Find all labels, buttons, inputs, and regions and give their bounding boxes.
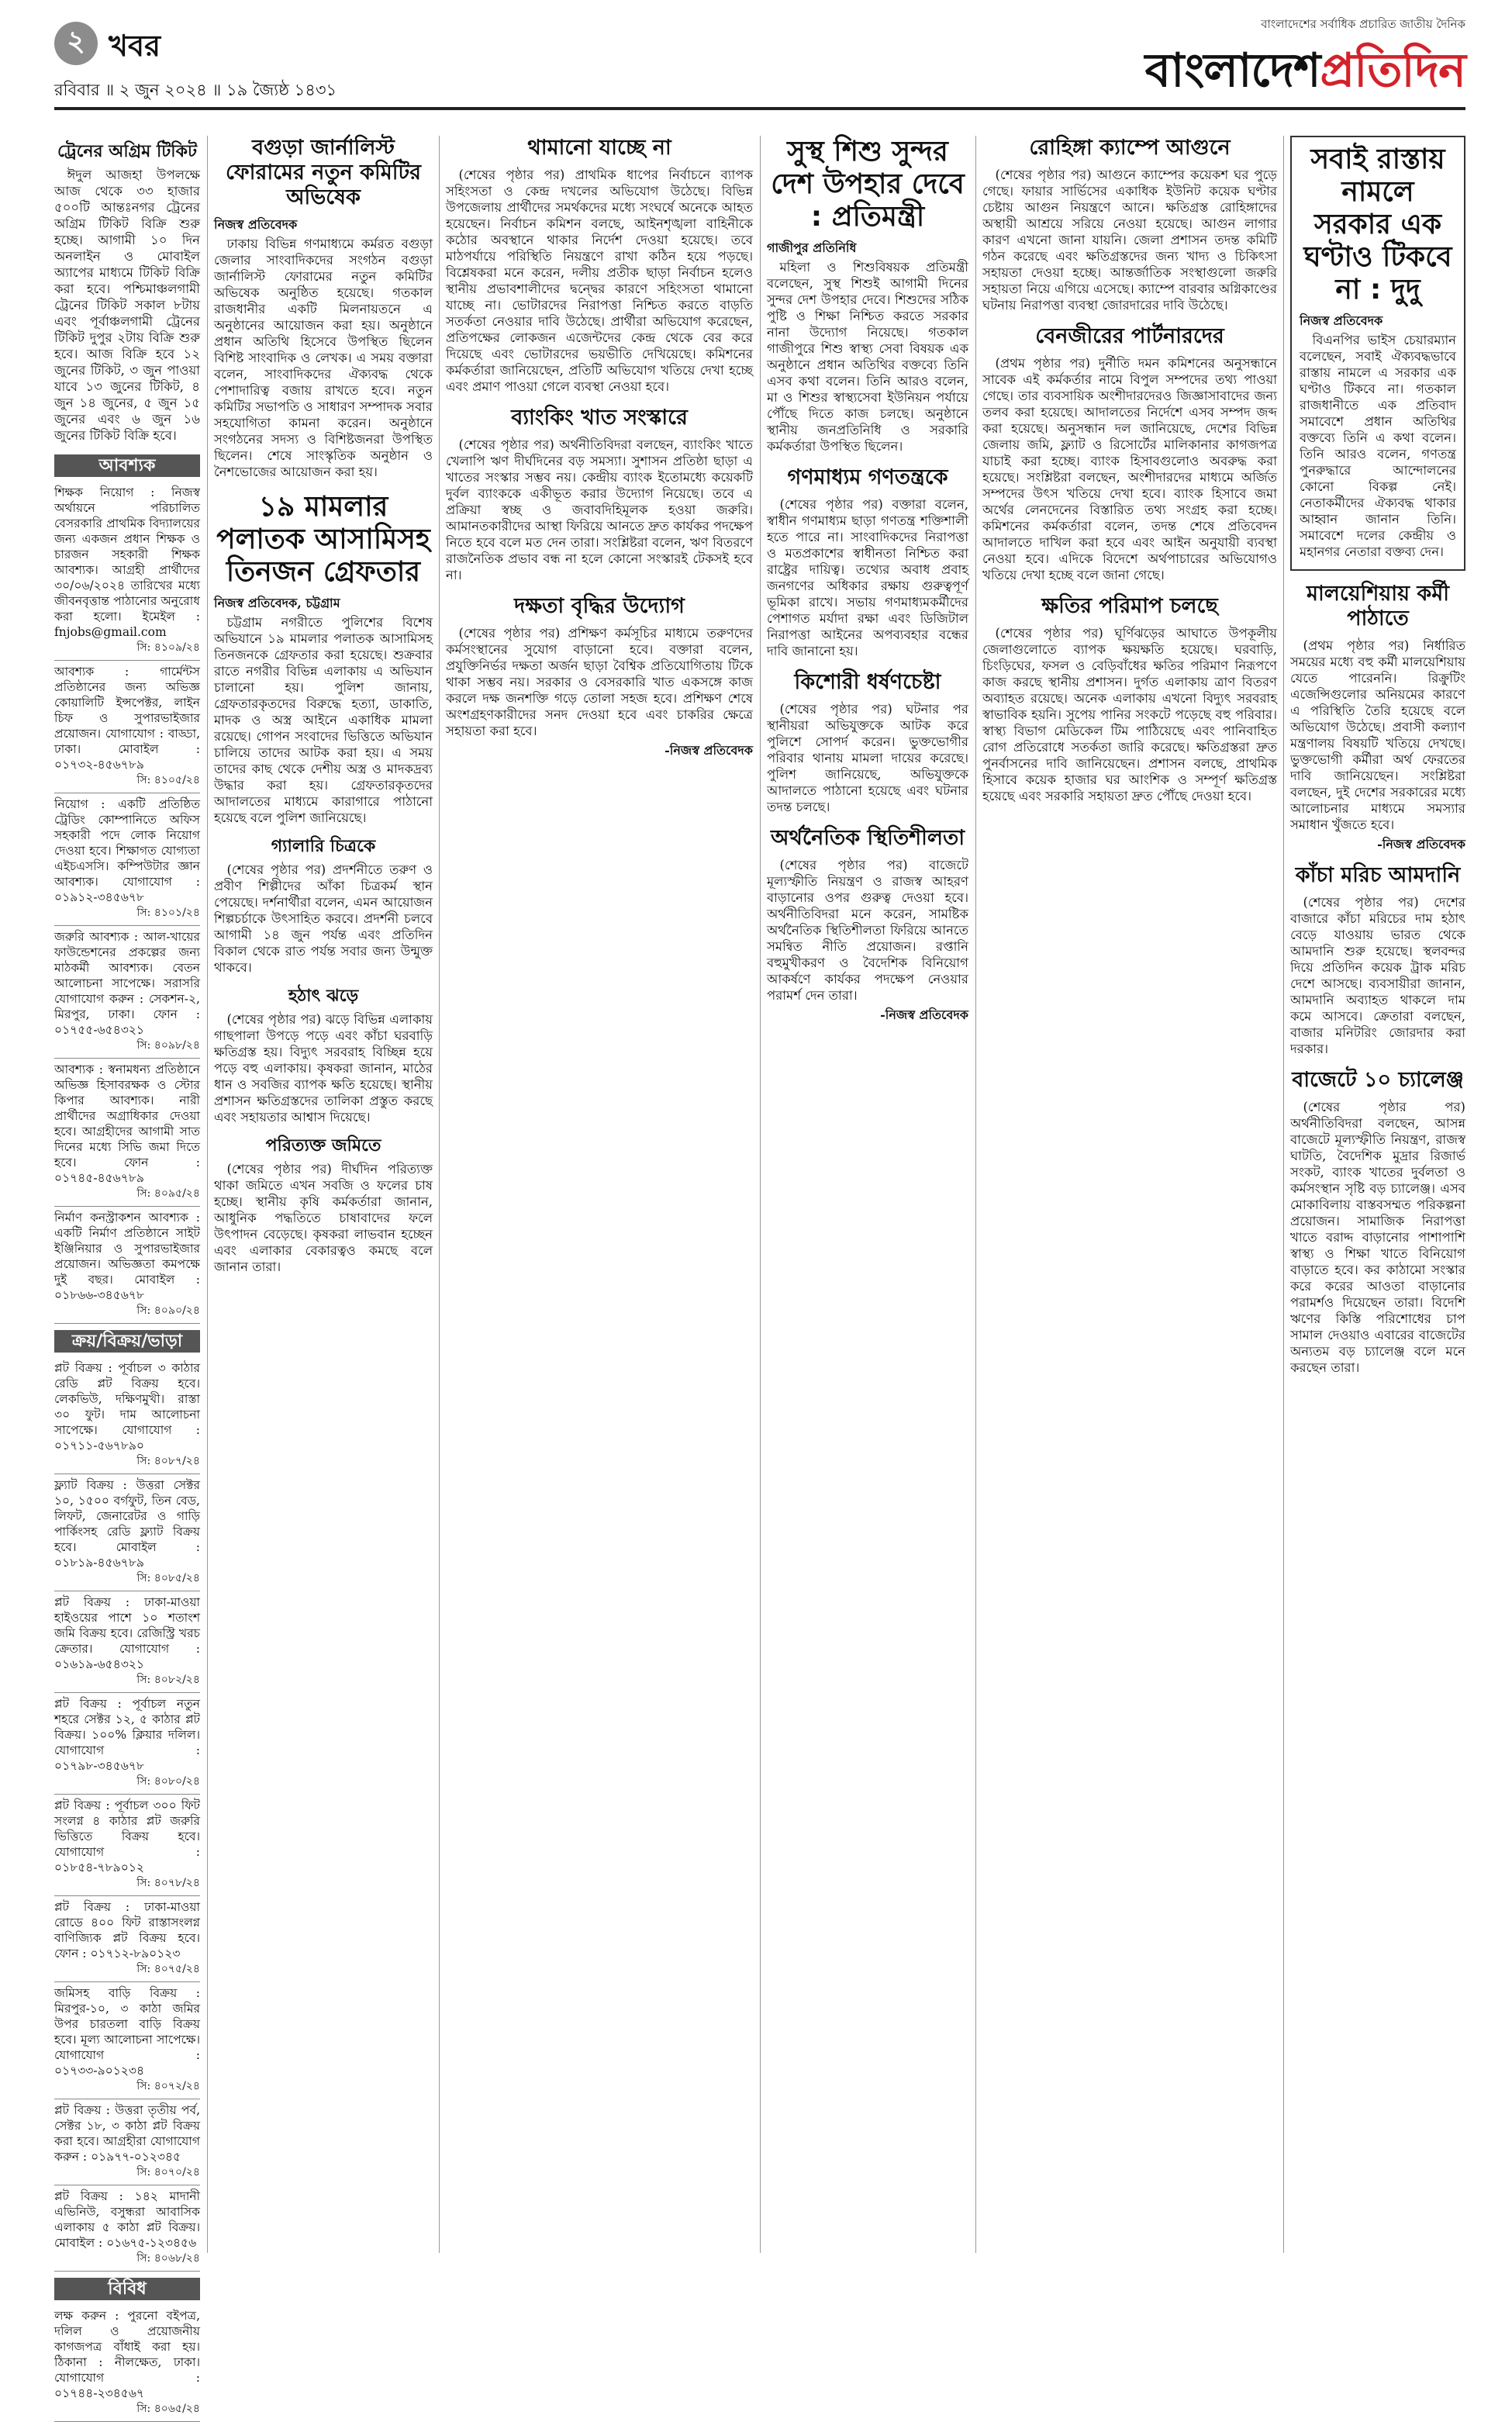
story-body: (প্রথম পৃষ্ঠার পর) নির্ধারিত সময়ের মধ্যে বহু কর্মী মালয়েশিয়ায় যেতে পারেননি। রিক্রুটিং এজেন্সিগুলোর অনিয়মের কারণে এ পরিস্থিতি তৈরি হয়েছে বলে অভিযোগ উঠেছে। প্রবাসী কল্যাণ মন্ত্রণালয় বিষয়টি খতিয়ে দেখছে। ভুক্তভোগী কর্মীরা অর্থ ফেরতের দাবি জানিয়েছেন। সংশ্লিষ্টরা বলছেন, দুই দেশের সরকারের মধ্যে আলোচনার মাধ্যমে সমস্যার সমাধান খুঁজতে হবে। xyxy=(1290,638,1465,832)
story-body: বিএনপির ভাইস চেয়ারম্যান বলেছেন, সবাই ঐক্যবদ্ধভাবে রাস্তায় নামলে এ সরকার এক ঘণ্টাও টিকবে না। গতকাল রাজধানীতে এক প্রতিবাদ সমাবেশে প্রধান অতিথির বক্তব্যে তিনি এ কথা বলেন। তিনি আরও বলেন, গণতন্ত্র পুনরুদ্ধারে আন্দোলনের কোনো বিকল্প নেই। নেতাকর্মীদের ঐক্যবদ্ধ থাকার আহ্বান জানান তিনি। সমাবেশে দলের কেন্দ্রীয় ও মহানগর নেতারা বক্তব্য দেন। xyxy=(1300,333,1456,559)
ad-text: প্লট বিক্রয় : পূর্বাচল ৩০০ ফিট সংলগ্ন ৪ কাঠার প্লট জরুরি ভিত্তিতে বিক্রয় হবে। যোগাযোগ : ০১৮৫৪-৭৮৯০১২ xyxy=(54,1798,200,1874)
column-2 xyxy=(214,136,433,2261)
headline: দক্ষতা বৃদ্ধির উদ্যোগ xyxy=(514,594,685,618)
ad-text: ফ্ল্যাট বিক্রয় : উত্তরা সেক্টর ১০, ১৫০০ বর্গফুট, তিন বেড, লিফট, জেনারেটর ও গাড়ি পার্কিংসহ রেডি ফ্ল্যাট বিক্রয় হবে। মোবাইল : ০১৮১৯-৪৫৬৭৮৯ xyxy=(54,1478,200,1570)
section-title: খবর xyxy=(109,29,161,63)
logo-part-1: বাংলাদেশ xyxy=(1144,43,1320,98)
ad-code: সি: ৪০৮৭/২৪ xyxy=(136,1455,200,1467)
byline: -নিজস্ব প্রতিবেদক xyxy=(665,743,753,758)
ad-text: প্লট বিক্রয় : পূর্বাচল নতুন শহরে সেক্টর ১২, ৫ কাঠার প্লট বিক্রয়। ১০০% ক্লিয়ার দলিল। যোগাযোগ : ০১৭৯৮-৩৪৫৬৭৮ xyxy=(54,1697,200,1773)
story-malaysia-workers xyxy=(1290,582,1465,852)
story-body: ঈদুল আজহা উপলক্ষে আজ থেকে ৩৩ হাজার ৫০০টি আন্তঃনগর ট্রেনের অগ্রিম টিকিট বিক্রি শুরু হচ্ছে। আগামী ১০ দিন অনলাইন ও মোবাইল অ্যাপের মাধ্যমে টিকিট বিক্রি করা হবে। পশ্চিমাঞ্চলগামী ট্রেনের টিকিট সকাল ৮টায় এবং পূর্বাঞ্চলগামী ট্রেনের টিকিট দুপুর ২টায় বিক্রি শুরু হবে। আজ বিক্রি হবে ১২ জুনের টিকিট, ৩ জুন পাওয়া যাবে ১৩ জুনের টিকিট, ৪ জুন ১৪ জুনের, ৫ জুন ১৫ জুনের এবং ৬ জুন ১৬ জুনের টিকিট বিক্রি হবে। xyxy=(54,168,200,443)
column-6 xyxy=(1290,136,1465,2261)
ad-text: আবশ্যক : গার্মেন্টস প্রতিষ্ঠানের জন্য অভিজ্ঞ কোয়ালিটি ইন্সপেক্টর, লাইন চিফ ও সুপারভাইজার প্রয়োজন। যোগাযোগ : বাড্ডা, ঢাকা। মোবাইল : ০১৭৩২-৪৫৬৭৮৯ xyxy=(54,665,200,772)
story-body: (শেষের পৃষ্ঠার পর) আগুনে ক্যাম্পের কয়েকশ ঘর পুড়ে গেছে। ফায়ার সার্ভিসের একাধিক ইউনিট কয়েক ঘণ্টার চেষ্টায় আগুন নিয়ন্ত্রণে আনে। ক্ষতিগ্রস্ত রোহিঙ্গাদের অস্থায়ী আশ্রয়ে সরিয়ে নেওয়া হয়েছে। আগুন লাগার কারণ এখনো জানা যায়নি। জেলা প্রশাসন তদন্ত কমিটি গঠন করেছে এবং ক্ষতিগ্রস্তদের জন্য খাদ্য ও চিকিৎসা সহায়তা দেওয়া হচ্ছে। আন্তর্জাতিক সংস্থাগুলো জরুরি সহায়তা নিয়ে এগিয়ে এসেছে। ক্যাম্পে বারবার অগ্নিকাণ্ডের ঘটনায় নিরাপত্তা ব্যবস্থা জোরদারের দাবি উঠেছে। xyxy=(982,168,1277,313)
ad-code: সি: ৪১০১/২৪ xyxy=(136,907,200,919)
headline: মালয়েশিয়ায় কর্মী পাঠাতে xyxy=(1306,582,1450,631)
column-5 xyxy=(982,136,1277,2261)
story-body: (শেষের পৃষ্ঠার পর) ঝড়ে বিভিন্ন এলাকায় গাছপালা উপড়ে পড়ে এবং কাঁচা ঘরবাড়ি ক্ষতিগ্রস্ত হয়। বিদ্যুৎ সরবরাহ বিচ্ছিন্ন হয়ে পড়ে বহু এলাকায়। কৃষকরা জানান, মাঠের ধান ও সবজির ব্যাপক ক্ষতি হয়েছে। স্থানীয় প্রশাসন ক্ষতিগ্রস্তদের তালিকা প্রস্তুত করছে এবং সহায়তার আশ্বাস দিয়েছে। xyxy=(214,1012,433,1125)
classified-heading-buy-sell: ক্রয়/বিক্রয়/ভাড়া xyxy=(54,1330,200,1353)
classified-ad xyxy=(54,1693,200,1795)
ad-text: প্লট বিক্রয় : পূর্বাচল ৩ কাঠার রেডি প্লট বিক্রয় হবে। লেকভিউ, দক্ষিণমুখী। রাস্তা ৩০ ফুট। দাম আলোচনা সাপেক্ষে। যোগাযোগ : ০১৭১১-৫৬৭৮৯০ xyxy=(54,1361,200,1453)
logo-part-2: প্রতিদিন xyxy=(1320,43,1465,98)
ad-code: সি: ৪০৯৫/২৪ xyxy=(136,1187,200,1200)
story-body: (শেষের পৃষ্ঠার পর) ঘটনার পর স্থানীয়রা অভিযুক্তকে আটক করে পুলিশে সোপর্দ করেন। ভুক্তভোগীর পরিবার থানায় মামলা দায়ের করেছে। পুলিশ জানিয়েছে, অভিযুক্তকে আদালতে পাঠানো হয়েছে এবং ঘটনার তদন্ত চলছে। xyxy=(767,702,968,814)
byline: -নিজস্ব প্রতিবেদক xyxy=(880,1007,968,1022)
story-body: (শেষের পৃষ্ঠার পর) বাজেটে মূল্যস্ফীতি নিয়ন্ত্রণ ও রাজস্ব আহরণ বাড়ানোর ওপর গুরুত্ব দেওয়া হবে। অর্থনীতিবিদরা মনে করেন, সামষ্টিক অর্থনৈতিক স্থিতিশীলতা ফিরিয়ে আনতে সমন্বিত নীতি প্রয়োজন। রপ্তানি বহুমুখীকরণ ও বৈদেশিক বিনিয়োগ আকর্ষণে কার্যকর পদক্ষেপ নেওয়ার পরামর্শ দেন তারা। xyxy=(767,858,968,1003)
story-damage-assessment xyxy=(982,594,1277,804)
ad-text: প্লট বিক্রয় : ঢাকা-মাওয়া হাইওয়ের পাশে ১০ শতাংশ জমি বিক্রয় হবে। রেজিস্ট্রি খরচ ক্রেতার। যোগাযোগ : ০১৬১৯-৬৫৪৩২১ xyxy=(54,1595,200,1671)
ad-code: সি: ৪০৯৮/২৪ xyxy=(136,1039,200,1052)
classified-ad xyxy=(54,2185,200,2272)
ad-code: সি: ৪০৮০/২৪ xyxy=(136,1775,200,1788)
classified-ad xyxy=(54,661,200,793)
story-child-health xyxy=(767,136,968,454)
story-body: (শেষের পৃষ্ঠার পর) প্রাথমিক ধাপের নির্বাচনে ব্যাপক সহিংসতা ও কেন্দ্র দখলের অভিযোগ উঠেছে। বিভিন্ন উপজেলায় প্রার্থীদের সমর্থকদের মধ্যে সংঘর্ষে অনেকে আহত হয়েছেন। নির্বাচন কমিশন বলছে, আইনশৃঙ্খলা বাহিনীকে কঠোর অবস্থানে থাকার নির্দেশ দেওয়া হয়েছে। তবে মাঠপর্যায়ে পরিস্থিতি নিয়ন্ত্রণে রাখা কঠিন হয়ে পড়ছে। বিশ্লেষকরা মনে করেন, দলীয় প্রতীক ছাড়া নির্বাচন হলেও স্থানীয় প্রভাবশালীদের দ্বন্দ্বের কারণে সহিংসতা থামানো যাচ্ছে না। ভোটারদের নিরাপত্তা নিশ্চিত করতে বাড়তি সতর্কতা নেওয়ার দাবি উঠেছে। প্রার্থীরা অভিযোগ করেছেন, প্রতিপক্ষের লোকজন এজেন্টদের কেন্দ্র থেকে বের করে দিয়েছে এবং ভোটারদের ভয়ভীতি দেখিয়েছে। কমিশনের কর্মকর্তারা জানিয়েছেন, প্রতিটি অভিযোগ খতিয়ে দেখা হচ্ছে এবং প্রমাণ পাওয়া গেলে ব্যবস্থা নেওয়া হবে। xyxy=(446,168,753,394)
story-body: মহিলা ও শিশুবিষয়ক প্রতিমন্ত্রী বলেছেন, সুস্থ শিশুই আগামী দিনের সুন্দর দেশ উপহার দেবে। শিশুদের সঠিক পুষ্টি ও শিক্ষা নিশ্চিত করতে সরকার নানা উদ্যোগ নিয়েছে। গতকাল গাজীপুরে শিশু স্বাস্থ্য সেবা বিষয়ক এক অনুষ্ঠানে প্রধান অতিথির বক্তব্যে তিনি এসব কথা বলেন। তিনি আরও বলেন, মা ও শিশুর স্বাস্থ্যসেবা ইউনিয়ন পর্যায়ে পৌঁছে দিতে কাজ চলছে। অনুষ্ঠানে স্থানীয় জনপ্রতিনিধি ও সরকারি কর্মকর্তারা উপস্থিত ছিলেন। xyxy=(767,260,968,454)
story-journalist-forum xyxy=(214,136,433,480)
story-arrests xyxy=(214,491,433,826)
classified-list-buy-sell xyxy=(54,1357,200,2272)
classified-list-wanted xyxy=(54,482,200,1324)
headline: অর্থনৈতিক স্থিতিশীলতা xyxy=(770,826,965,850)
ad-text: প্লট বিক্রয় : উত্তরা তৃতীয় পর্ব, সেক্টর ১৮, ৩ কাঠা প্লট বিক্রয় করা হবে। আগ্রহীরা যোগাযোগ করুন : ০১৯৭৭-০১২৩৪৫ xyxy=(54,2103,200,2164)
classified-ad xyxy=(54,926,200,1059)
ad-text: লক্ষ করুন : পুরনো বইপত্র, দলিল ও প্রয়োজনীয় কাগজপত্র বাঁধাই করা হয়। ঠিকানা : নীলক্ষেত, ঢাকা। যোগাযোগ : ০১৭৪৪-২৩৪৫৬৭ xyxy=(54,2309,200,2400)
classified-ad xyxy=(54,482,200,661)
story-body: (শেষের পৃষ্ঠার পর) ঘূর্ণিঝড়ের আঘাতে উপকূলীয় জেলাগুলোতে ব্যাপক ক্ষয়ক্ষতি হয়েছে। ঘরবাড়ি, চিংড়িঘের, ফসল ও বেড়িবাঁধের ক্ষতির পরিমাণ নিরূপণে কাজ করছে স্থানীয় প্রশাসন। দুর্গত এলাকায় ত্রাণ বিতরণ অব্যাহত রয়েছে। অনেক এলাকায় এখনো বিদ্যুৎ সরবরাহ স্বাভাবিক হয়নি। সুপেয় পানির সংকটে পড়েছে বহু পরিবার। স্বাস্থ্য বিভাগ মেডিকেল টিম পাঠিয়েছে এবং পানিবাহিত রোগ প্রতিরোধে সতর্কতা জারি করেছে। ক্ষতিগ্রস্তরা দ্রুত পুনর্বাসনের দাবি জানিয়েছেন। প্রশাসন বলছে, প্রাথমিক হিসাবে কয়েক হাজার ঘর আংশিক ও সম্পূর্ণ ক্ষতিগ্রস্ত হয়েছে এবং সরকারি সহায়তা দ্রুত পৌঁছে দেওয়া হবে। xyxy=(982,626,1277,803)
classified-ad xyxy=(54,1896,200,1982)
classified-ad xyxy=(54,2099,200,2185)
ad-code: সি: ৪০৭২/২৪ xyxy=(136,2080,200,2092)
headline: গ্যালারি চিত্রকে xyxy=(271,837,376,856)
headline: ট্রেনের অগ্রিম টিকিট xyxy=(57,142,197,161)
column-classifieds xyxy=(54,136,200,2415)
story-train-tickets xyxy=(54,142,200,444)
ad-text: নির্মাণ কনস্ট্রাকশন আবশ্যক : একটি নির্মাণ প্রতিষ্ঠানে সাইট ইঞ্জিনিয়ার ও সুপারভাইজার প্রয়োজন। অভিজ্ঞতা কমপক্ষে দুই বছর। মোবাইল : ০১৮৬৬-৩৪৫৬৭৮ xyxy=(54,1211,200,1302)
story-economic-stability xyxy=(767,826,968,1023)
headline: গণমাধ্যম গণতন্ত্রকে xyxy=(787,465,948,489)
headline: সবাই রাস্তায় নামলে সরকার এক ঘণ্টাও টিকবে না : দুদু xyxy=(1303,143,1452,306)
classified-ad xyxy=(54,1982,200,2099)
ad-text: জমিসহ বাড়ি বিক্রয় : মিরপুর-১০, ৩ কাঠা জমির উপর চারতলা বাড়ি বিক্রয় হবে। মূল্য আলোচনা সাপেক্ষে। যোগাযোগ : ০১৭৩৩-৯০১২৩৪ xyxy=(54,1986,200,2078)
headline: হঠাৎ ঝড়ে xyxy=(288,986,359,1006)
column-rule xyxy=(439,136,440,2253)
classified-ad xyxy=(54,1795,200,1896)
story-chili-import xyxy=(1290,863,1465,1057)
story-benazir-partners xyxy=(982,324,1277,583)
headline: বাজেটে ১০ চ্যালেঞ্জ xyxy=(1292,1068,1464,1092)
page-number: ২ xyxy=(54,22,98,65)
story-body: (শেষের পৃষ্ঠার পর) দেশের বাজারে কাঁচা মরিচের দাম হঠাৎ বেড়ে যাওয়ায় ভারত থেকে আমদানি শুরু হয়েছে। স্থলবন্দর দিয়ে প্রতিদিন কয়েক ট্রাক মরিচ দেশে আসছে। ব্যবসায়ীরা জানান, আমদানি অব্যাহত থাকলে দাম কমে আসবে। ক্রেতারা বলছেন, বাজার মনিটরিং জোরদার করা দরকার। xyxy=(1290,895,1465,1056)
ad-text: নিয়োগ : একটি প্রতিষ্ঠিত ট্রেডিং কোম্পানিতে অফিস সহকারী পদে লোক নিয়োগ দেওয়া হবে। শিক্ষাগত যোগ্যতা এইচএসসি। কম্পিউটার জ্ঞান আবশ্যক। যোগাযোগ : ০১৯১২-৩৪৫৬৭৮ xyxy=(54,797,200,904)
column-4 xyxy=(767,136,968,2261)
story-budget-challenges xyxy=(1290,1068,1465,1376)
newspaper-logo xyxy=(1145,16,1465,112)
story-body: (শেষের পৃষ্ঠার পর) দীর্ঘদিন পরিত্যক্ত থাকা জমিতে এখন সবজি ও ফলের চাষ হচ্ছে। স্থানীয় কৃষি কর্মকর্তারা জানান, আধুনিক পদ্ধতিতে চাষাবাদের ফলে উৎপাদন বেড়েছে। কৃষকরা লাভবান হচ্ছেন এবং এলাকার বেকারত্বও কমছে বলে জানান তারা। xyxy=(214,1162,433,1274)
headline: থামানো যাচ্ছে না xyxy=(527,136,671,160)
ad-code: সি: ৪০৮২/২৪ xyxy=(136,1674,200,1686)
story-gallery xyxy=(214,837,433,976)
byline: গাজীপুর প্রতিনিধি xyxy=(767,240,857,255)
ad-code: সি: ৪১০৯/২৪ xyxy=(136,641,200,654)
ad-code: সি: ৪১০৫/২৪ xyxy=(136,774,200,786)
headline: বগুড়া জার্নালিস্ট ফোরামের নতুন কমিটির অভিষেক xyxy=(225,136,422,209)
ad-text: আবশ্যক : স্বনামধন্য প্রতিষ্ঠানে অভিজ্ঞ হিসাবরক্ষক ও স্টোর কিপার আবশ্যক। নারী প্রার্থীদের অগ্রাধিকার দেওয়া হবে। আগ্রহীদের আগামী সাত দিনের মধ্যে সিভি জমা দিতে হবে। ফোন : ০১৭৪৫-৪৫৬৭৮৯ xyxy=(54,1062,200,1185)
headline: ১৯ মামলার পলাতক আসামিসহ তিনজন গ্রেফতার xyxy=(216,491,430,588)
story-rohingya-fire xyxy=(982,136,1277,313)
headline: ব্যাংকিং খাত সংস্কারে xyxy=(511,406,688,430)
column-3 xyxy=(446,136,753,2261)
story-body: ঢাকায় বিভিন্ন গণমাধ্যমে কর্মরত বগুড়া জেলার সাংবাদিকদের সংগঠন বগুড়া জার্নালিস্ট ফোরামের নতুন কমিটির অভিষেক অনুষ্ঠিত হয়েছে। গতকাল রাজধানীর একটি মিলনায়তনে এ অনুষ্ঠানের আয়োজন করা হয়। অনুষ্ঠানে প্রধান অতিথি হিসেবে উপস্থিত ছিলেন বিশিষ্ট সাংবাদিক ও লেখক। এ সময় বক্তারা বলেন, সাংবাদিকদের ঐক্যবদ্ধ থেকে পেশাদারিত্ব বজায় রাখতে হবে। নতুন কমিটির সভাপতি ও সাধারণ সম্পাদক সবার সহযোগিতা কামনা করেন। অনুষ্ঠানে সংগঠনের সদস্য ও বিশিষ্টজনরা উপস্থিত ছিলেন। শেষে সাংস্কৃতিক অনুষ্ঠান ও নৈশভোজের আয়োজন করা হয়। xyxy=(214,237,433,479)
story-body: (শেষের পৃষ্ঠার পর) অর্থনীতিবিদরা বলছেন, আসন্ন বাজেটে মূল্যস্ফীতি নিয়ন্ত্রণ, রাজস্ব ঘাটতি, বৈদেশিক মুদ্রার রিজার্ভ সংকট, ব্যাংক খাতের দুর্বলতা ও কর্মসংস্থান সৃষ্টি বড় চ্যালেঞ্জ। এসব মোকাবিলায় বাস্তবসম্মত পরিকল্পনা প্রয়োজন। সামাজিক নিরাপত্তা খাতে বরাদ্দ বাড়ানোর পাশাপাশি স্বাস্থ্য ও শিক্ষা খাতে বিনিয়োগ বাড়াতে হবে। কর কাঠামো সংস্কার করে করের আওতা বাড়ানোর পরামর্শও দিয়েছেন তারা। বিদেশি ঋণের কিস্তি পরিশোধের চাপ সামাল দেওয়াও এবারের বাজেটের অন্যতম বড় চ্যালেঞ্জ বলে মনে করছেন তারা। xyxy=(1290,1100,1465,1375)
column-rule xyxy=(975,136,976,2253)
ad-code: সি: ৪০৯০/২৪ xyxy=(136,1304,200,1317)
ad-code: সি: ৪০৭৫/২৪ xyxy=(136,1963,200,1975)
story-body: চট্টগ্রাম নগরীতে পুলিশের বিশেষ অভিযানে ১৯ মামলার পলাতক আসামিসহ তিনজনকে গ্রেফতার করা হয়েছে। শুক্রবার রাতে নগরীর বিভিন্ন এলাকায় এ অভিযান চালানো হয়। পুলিশ জানায়, গ্রেফতারকৃতদের বিরুদ্ধে হত্যা, ডাকাতি, মাদক ও অস্ত্র আইনে একাধিক মামলা রয়েছে। গোপন সংবাদের ভিত্তিতে অভিযান চালিয়ে তাদের আটক করা হয়। এ সময় তাদের কাছ থেকে দেশীয় অস্ত্র ও মাদকদ্রব্য উদ্ধার করা হয়। গ্রেফতারকৃতদের আদালতের মাধ্যমে কারাগারে পাঠানো হয়েছে বলে পুলিশ জানিয়েছে। xyxy=(214,615,433,825)
story-skills xyxy=(446,594,753,758)
ad-code: সি: ৪০৭০/২৪ xyxy=(136,2166,200,2178)
story-storm xyxy=(214,986,433,1125)
ad-text: জরুরি আবশ্যক : আল-খায়ের ফাউন্ডেশনের প্রকল্পের জন্য মাঠকর্মী আবশ্যক। বেতন আলোচনা সাপেক্ষে। সরাসরি যোগাযোগ করুন : সেকশন-২, মিরপুর, ঢাকা। ফোন : ০১৭৫৫-৬৫৪৩২১ xyxy=(54,930,200,1037)
story-body: (প্রথম পৃষ্ঠার পর) দুর্নীতি দমন কমিশনের অনুসন্ধানে সাবেক এই কর্মকর্তার নামে বিপুল সম্পদের তথ্য পাওয়া গেছে। তার ব্যবসায়িক অংশীদারদেরও জিজ্ঞাসাবাদের জন্য তলব করা হয়েছে। আদালতের নির্দেশে এসব সম্পদ জব্দ করা হয়েছে। অনুসন্ধান দল জানিয়েছে, দেশের বিভিন্ন জেলায় জমি, ফ্ল্যাট ও রিসোর্টের মালিকানার কাগজপত্র যাচাই করা হচ্ছে। ব্যাংক হিসাবগুলোও অবরুদ্ধ করা হয়েছে। সংশ্লিষ্টরা বলছেন, অংশীদারদের মাধ্যমে অর্জিত সম্পদের উৎস খতিয়ে দেখা হবে। ব্যাংক হিসাবে জমা অর্থের লেনদেনের বিস্তারিত তথ্য সংগ্রহ করা হচ্ছে। কমিশনের কর্মকর্তারা বলেন, তদন্ত শেষে প্রতিবেদন আদালতে দাখিল করা হবে এবং আইন অনুযায়ী ব্যবস্থা নেওয়া হবে। এদিকে বিদেশে অর্থপাচারের অভিযোগও খতিয়ে দেখা হচ্ছে বলে জানা গেছে। xyxy=(982,356,1277,582)
byline: নিজস্ব প্রতিবেদক xyxy=(214,217,298,232)
story-abandoned-land xyxy=(214,1136,433,1275)
classified-ad xyxy=(54,1357,200,1474)
story-body: (শেষের পৃষ্ঠার পর) অর্থনীতিবিদরা বলছেন, ব্যাংকিং খাতে খেলাপি ঋণ দীর্ঘদিনের বড় সমস্যা। সুশাসন প্রতিষ্ঠা ছাড়া এ খাতের সংস্কার সম্ভব নয়। কেন্দ্রীয় ব্যাংক ইতোমধ্যে কয়েকটি দুর্বল ব্যাংককে একীভূত করার উদ্যোগ নিয়েছে। তবে এ প্রক্রিয়া স্বচ্ছ ও জবাবদিহিমূলক হওয়া জরুরি। আমানতকারীদের আস্থা ফিরিয়ে আনতে দ্রুত কার্যকর পদক্ষেপ নিতে হবে বলে মত দেন তারা। সংশ্লিষ্টরা বলেন, ঋণ বিতরণে রাজনৈতিক প্রভাব বন্ধ না হলে কোনো সংস্কারই টেকসই হবে না। xyxy=(446,437,753,582)
column-rule xyxy=(1283,136,1284,2253)
headline: কাঁচা মরিচ আমদানি xyxy=(1295,863,1461,887)
masthead-rule xyxy=(54,107,1465,110)
classified-ad xyxy=(54,1591,200,1693)
headline: রোহিঙ্গা ক্যাম্পে আগুনে xyxy=(1029,136,1231,160)
classified-ad xyxy=(54,793,200,926)
ad-code: সি: ৪০৭৮/২৪ xyxy=(136,1877,200,1889)
dateline: রবিবার ॥ ২ জুন ২০২৪ ॥ ১৯ জ্যৈষ্ঠ ১৪৩১ xyxy=(54,81,337,99)
masthead xyxy=(0,0,1512,147)
story-body: (শেষের পৃষ্ঠার পর) বক্তারা বলেন, স্বাধীন গণমাধ্যম ছাড়া গণতন্ত্র শক্তিশালী হতে পারে না। সাংবাদিকদের নিরাপত্তা ও মতপ্রকাশের স্বাধীনতা নিশ্চিত করা রাষ্ট্রের দায়িত্ব। তথ্যের অবাধ প্রবাহ জনগণের অধিকার রক্ষায় গুরুত্বপূর্ণ ভূমিকা রাখে। সভায় গণমাধ্যমকর্মীদের পেশাগত মর্যাদা রক্ষা এবং ডিজিটাল নিরাপত্তা আইনের অপব্যবহার বন্ধের দাবি জানানো হয়। xyxy=(767,497,968,658)
headline: সুস্থ শিশু সুন্দর দেশ উপহার দেবে : প্রতিমন্ত্রী xyxy=(771,136,965,233)
classified-heading-misc: বিবিধ xyxy=(54,2278,200,2300)
ad-text: প্লট বিক্রয় : ১৪২ মাদানী এভিনিউ, বসুন্ধরা আবাসিক এলাকায় ৫ কাঠা প্লট বিক্রয়। মোবাইল : ০১৬৭৫-১২৩৪৫৬ xyxy=(54,2189,200,2250)
classified-ad xyxy=(54,1207,200,1324)
headline: কিশোরী ধর্ষণচেষ্টা xyxy=(794,670,941,694)
classified-ad xyxy=(54,1059,200,1207)
classified-heading-wanted: আবশ্যক xyxy=(54,454,200,477)
classified-ad xyxy=(54,1474,200,1591)
ad-code: সি: ৪০৬৫/২৪ xyxy=(136,2403,200,2415)
classified-ad xyxy=(54,2305,200,2422)
story-banking-reform xyxy=(446,406,753,583)
column-rule xyxy=(207,136,208,2253)
story-body: (শেষের পৃষ্ঠার পর) প্রশিক্ষণ কর্মসূচির মাধ্যমে তরুণদের কর্মসংস্থানের সুযোগ বাড়ানো হবে। বক্তারা বলেন, প্রযুক্তিনির্ভর দক্ষতা অর্জন ছাড়া বৈশ্বিক প্রতিযোগিতায় টিকে থাকা সম্ভব নয়। সরকার ও বেসরকারি খাত একসঙ্গে কাজ করলে দক্ষ জনশক্তি গড়ে তোলা সহজ হবে। প্রশিক্ষণ শেষে অংশগ্রহণকারীদের সনদ দেওয়া হবে এবং চাকরির ক্ষেত্রে সহায়তা করা হবে। xyxy=(446,626,753,738)
byline: নিজস্ব প্রতিবেদক xyxy=(1300,313,1383,328)
ad-text: শিক্ষক নিয়োগ : নিজস্ব অর্থায়নে পরিচালিত বেসরকারি প্রাথমিক বিদ্যালয়ের জন্য একজন প্রধান শিক্ষক ও চারজন সহকারী শিক্ষক আবশ্যক। আগ্রহী প্রার্থীদের ৩০/০৬/২০২৪ তারিখের মধ্যে জীবনবৃত্তান্ত পাঠানোর অনুরোধ করা হলো। ইমেইল : fnjobs@gmail.com xyxy=(54,485,200,639)
headline: বেনজীরের পার্টনারদের xyxy=(1035,324,1224,348)
ad-text: প্লট বিক্রয় : ঢাকা-মাওয়া রোডে ৪০০ ফিট রাস্তাসংলগ্ন বাণিজ্যিক প্লট বিক্রয় হবে। ফোন : ০১৭১২-৮৯০১২৩ xyxy=(54,1900,200,1961)
headline: পরিত্যক্ত জমিতে xyxy=(265,1136,381,1156)
story-media-democracy xyxy=(767,465,968,659)
ad-code: সি: ৪০৬৮/২৪ xyxy=(136,2252,200,2265)
story-body: (শেষের পৃষ্ঠার পর) প্রদর্শনীতে তরুণ ও প্রবীণ শিল্পীদের আঁকা চিত্রকর্ম স্থান পেয়েছে। দর্শনার্থীরা বলেন, এমন আয়োজন শিল্পচর্চাকে উৎসাহিত করবে। প্রদর্শনী চলবে আগামী ১৪ জুন পর্যন্ত এবং প্রতিদিন বিকাল থেকে রাত পর্যন্ত সবার জন্য উন্মুক্ত থাকবে। xyxy=(214,862,433,975)
story-teen-assault xyxy=(767,670,968,815)
story-violence xyxy=(446,136,753,395)
logo-tagline: বাংলাদেশের সর্বাধিক প্রচারিত জাতীয় দৈনিক xyxy=(1261,17,1465,31)
headline: ক্ষতির পরিমাপ চলছে xyxy=(1041,594,1218,618)
byline: -নিজস্ব প্রতিবেদক xyxy=(1377,837,1465,852)
byline: নিজস্ব প্রতিবেদক, চট্টগ্রাম xyxy=(214,596,340,610)
story-dudu xyxy=(1290,136,1465,571)
classified-list-misc xyxy=(54,2305,200,2422)
ad-code: সি: ৪০৮৫/২৪ xyxy=(136,1572,200,1584)
column-rule xyxy=(760,136,761,2253)
